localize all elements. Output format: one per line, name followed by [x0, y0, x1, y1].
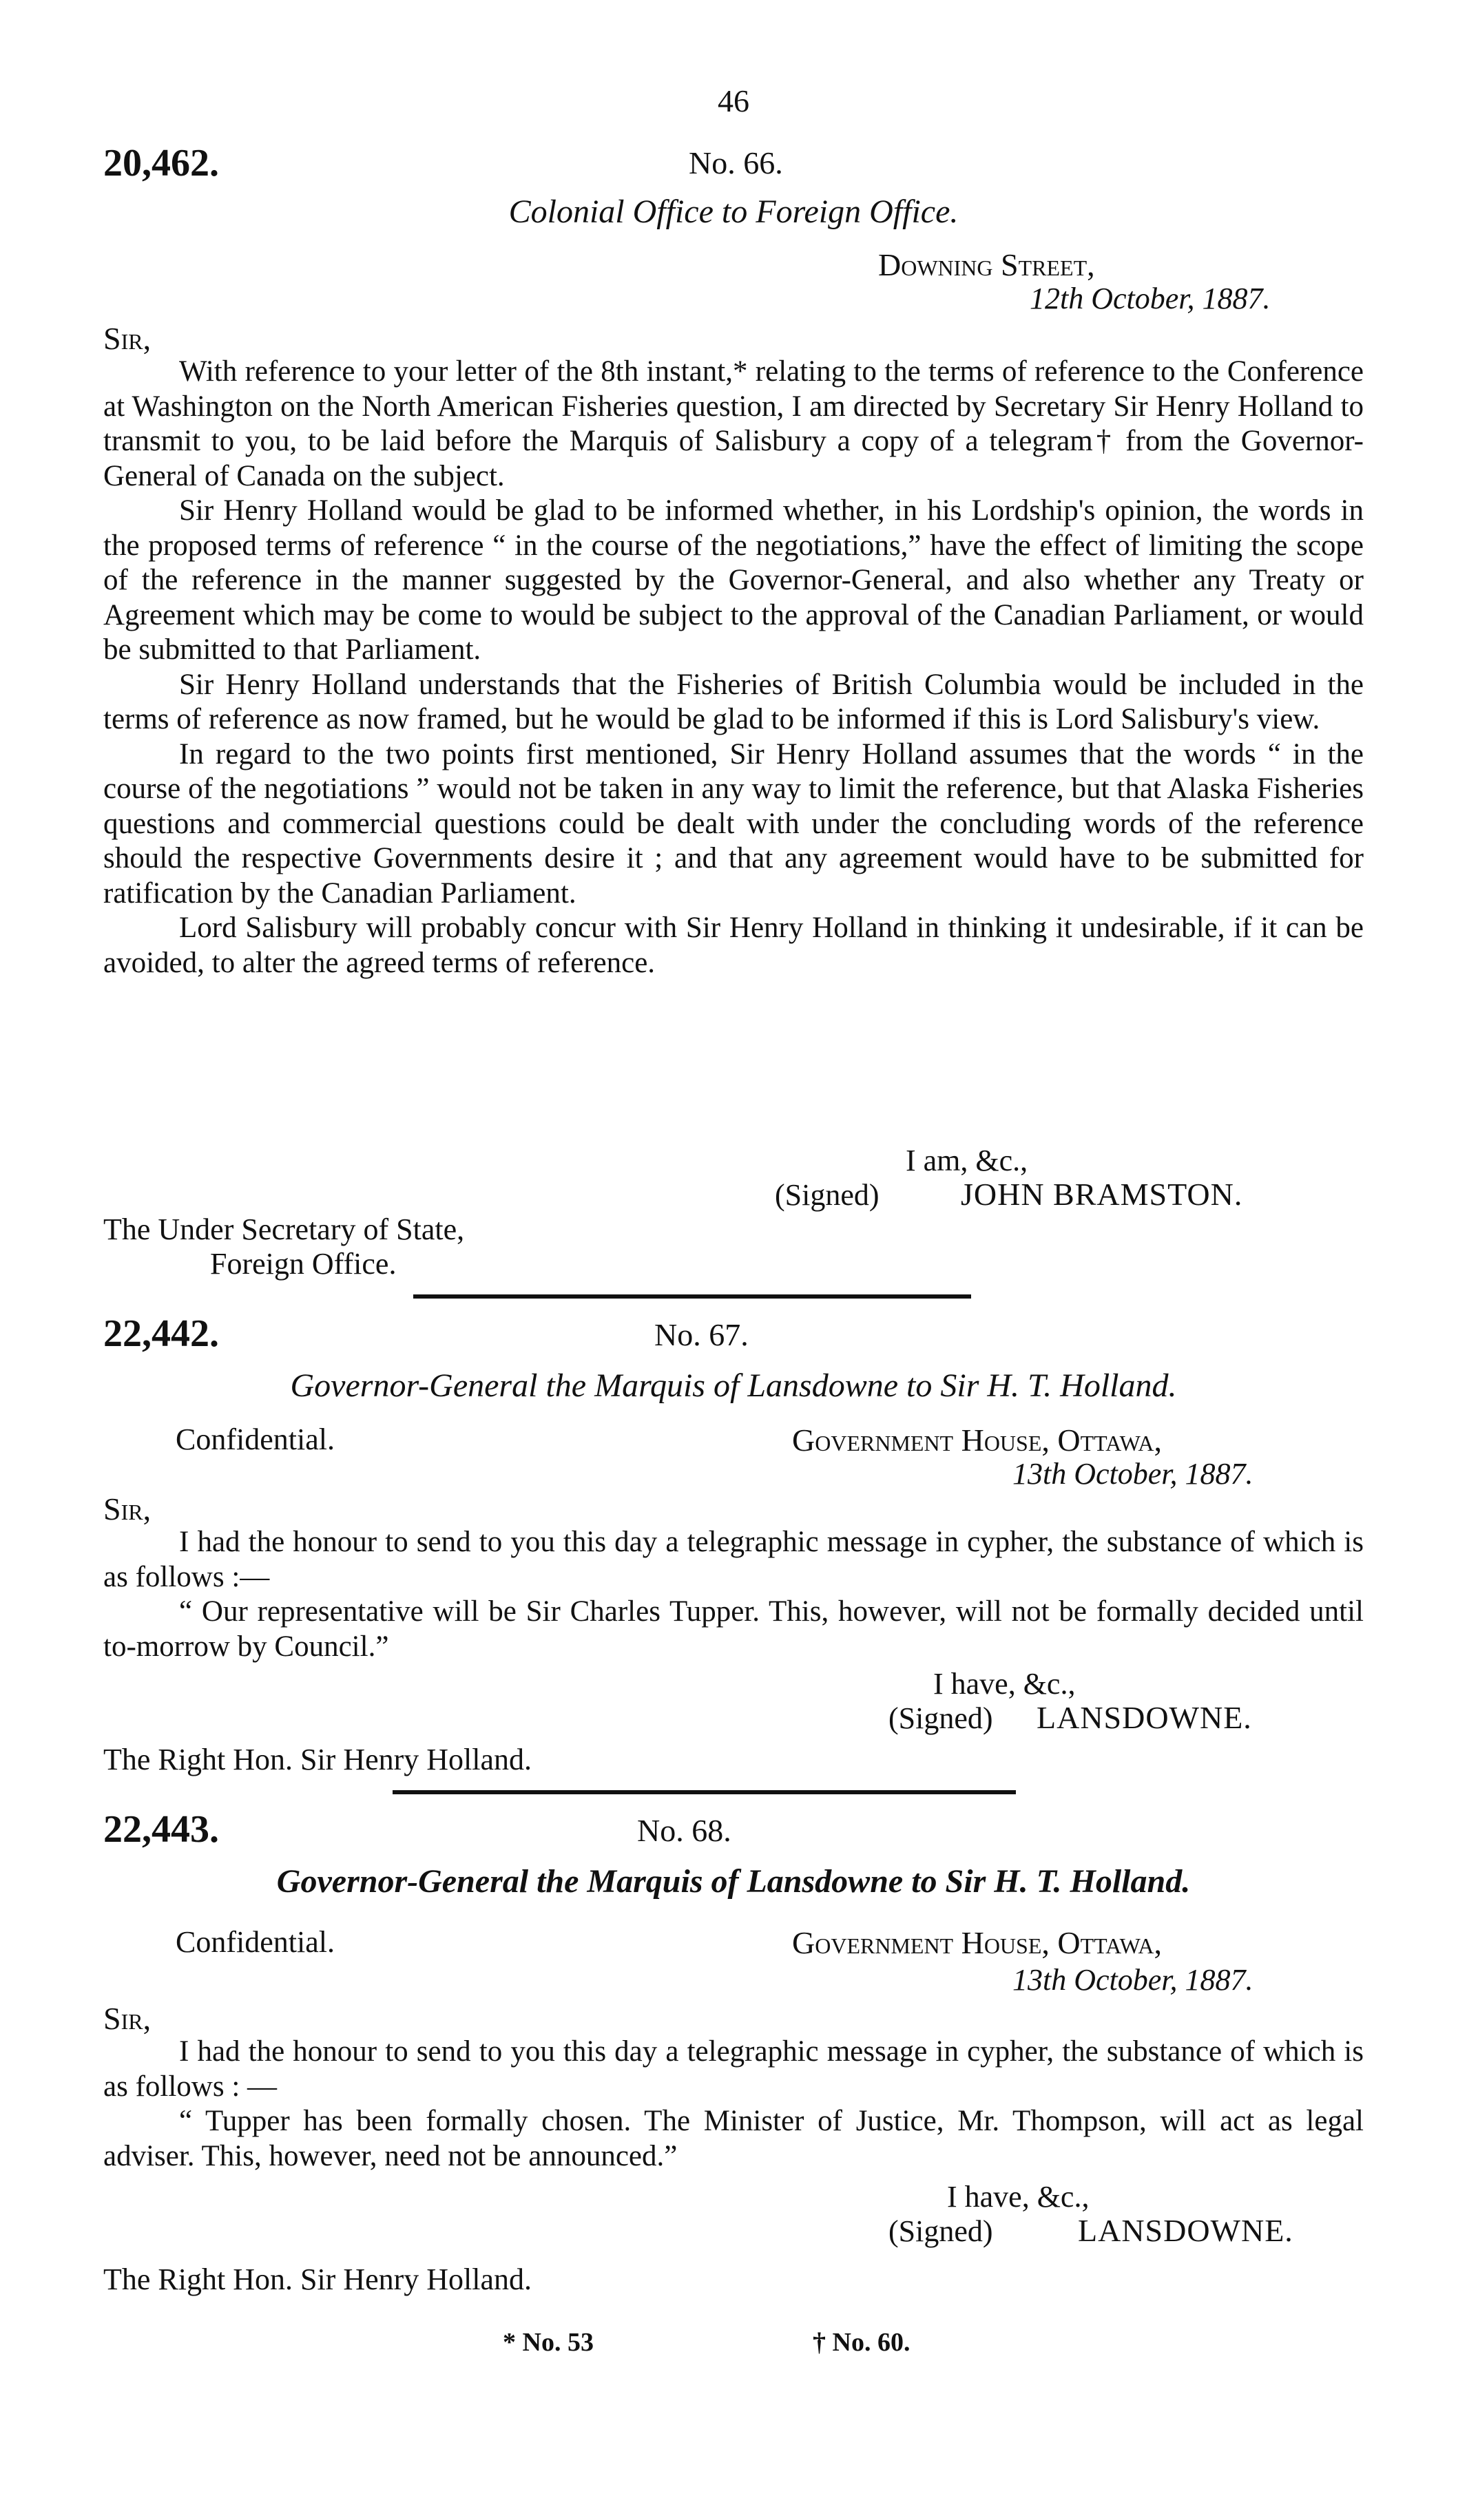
document-reference-number: 22,442.: [103, 1312, 219, 1355]
body-paragraph: “ Tupper has been formally chosen. The Minister of Justice, Mr. Thompson, will act as legal adviser. This, however, need not be announced.”: [103, 2105, 1364, 2172]
signed-label: (Signed): [775, 1178, 880, 1212]
body-paragraph: “ Our representative will be Sir Charles Tupper. This, however, will not be formally decided until to-morrow by Council.”: [103, 1595, 1364, 1663]
sender-place: Downing Street,: [878, 247, 1095, 282]
document-number: No. 68.: [637, 1813, 731, 1848]
confidential-label: Confidential.: [176, 1422, 335, 1456]
closing-phrase: I have, &c.,: [933, 1667, 1076, 1701]
letter-body: [103, 355, 1364, 980]
document-reference-number: 22,443.: [103, 1808, 219, 1851]
signed-label: (Signed): [888, 1701, 993, 1735]
salutation: Sir,: [103, 2001, 152, 2036]
closing-phrase: I am, &c.,: [906, 1144, 1028, 1177]
body-paragraph: With reference to your letter of the 8th instant,* relating to the terms of reference to the Conference at Washington on the North American Fisheries question, I am directed by Secretary Sir Henry Holland to transmit to you, to be laid before the Marquis of Salisbury a copy of a telegram† from the Governor-General of Canada on the subject.: [103, 355, 1364, 492]
body-paragraph: I had the honour to send to you this day a telegraphic message in cypher, the substance of which is as follows : —: [103, 2035, 1364, 2103]
body-paragraph: Lord Salisbury will probably concur with Sir Henry Holland in thinking it undesirable, if it can be avoided, to alter the agreed terms of reference.: [103, 912, 1364, 979]
document-number: No. 67.: [654, 1317, 749, 1352]
sender-place: Government House, Ottawa,: [792, 1422, 1162, 1458]
footnote-dagger: † No. 60.: [813, 2328, 911, 2357]
letter-date: 12th October, 1887.: [1030, 282, 1271, 315]
letter-date: 13th October, 1887.: [1012, 1457, 1253, 1491]
confidential-label: Confidential.: [176, 1925, 335, 1959]
addressee-office: Foreign Office.: [210, 1247, 397, 1281]
document-heading: Governor-General the Marquis of Lansdowne to Sir H. T. Holland.: [276, 1863, 1191, 1900]
salutation: Sir,: [103, 321, 152, 356]
salutation: Sir,: [103, 1491, 152, 1526]
letter-date: 13th October, 1887.: [1012, 1963, 1253, 1997]
signatory-name: LANSDOWNE.: [1037, 1700, 1252, 1735]
body-paragraph: Sir Henry Holland would be glad to be informed whether, in his Lordship's opinion, the words in the proposed terms of reference “ in the course of the negotiations,” have the effect of limiting the scope of the reference in the manner suggested by the Governor-General, and also whether any Treaty or Agreement which may be come to would be subject to the approval of the Canadian Parliament, or would be submitted to that Parliament.: [103, 494, 1364, 666]
document-heading: Colonial Office to Foreign Office.: [508, 193, 959, 230]
addressee: The Right Hon. Sir Henry Holland.: [103, 1743, 532, 1776]
letter-body: [103, 2035, 1364, 2174]
document-number: No. 66.: [689, 145, 783, 180]
addressee: The Right Hon. Sir Henry Holland.: [103, 2262, 532, 2296]
footnote-star: * No. 53: [503, 2328, 594, 2357]
body-paragraph: Sir Henry Holland understands that the Fisheries of British Columbia would be included in the terms of reference as now framed, but he would be glad to be informed if this is Lord Salisbury's view.: [103, 668, 1364, 735]
signed-label: (Signed): [888, 2214, 993, 2248]
section-divider: [393, 1790, 1016, 1794]
body-paragraph: In regard to the two points first mentioned, Sir Henry Holland assumes that the words “ in the course of the negotiations ” would not be taken in any way to limit the reference, but that Alaska Fisheries questions and commercial questions could be dealt with under the concluding words of the reference should the respective Governments desire it ; and that any agreement would have to be submitted for ratification by the Canadian Parliament.: [103, 737, 1364, 910]
document-reference-number: 20,462.: [103, 142, 219, 185]
document-heading: Governor-General the Marquis of Lansdowne to Sir H. T. Holland.: [290, 1367, 1177, 1404]
page-number: 46: [718, 83, 749, 118]
addressee: The Under Secretary of State,: [103, 1212, 465, 1246]
letter-body: [103, 1525, 1364, 1664]
section-divider: [413, 1294, 971, 1299]
sender-place: Government House, Ottawa,: [792, 1925, 1162, 1960]
signatory-name: LANSDOWNE.: [1078, 2213, 1293, 2248]
signatory-name: JOHN BRAMSTON.: [961, 1177, 1243, 1212]
body-paragraph: I had the honour to send to you this day a telegraphic message in cypher, the substance of which is as follows :—: [103, 1526, 1364, 1593]
closing-phrase: I have, &c.,: [947, 2180, 1090, 2214]
